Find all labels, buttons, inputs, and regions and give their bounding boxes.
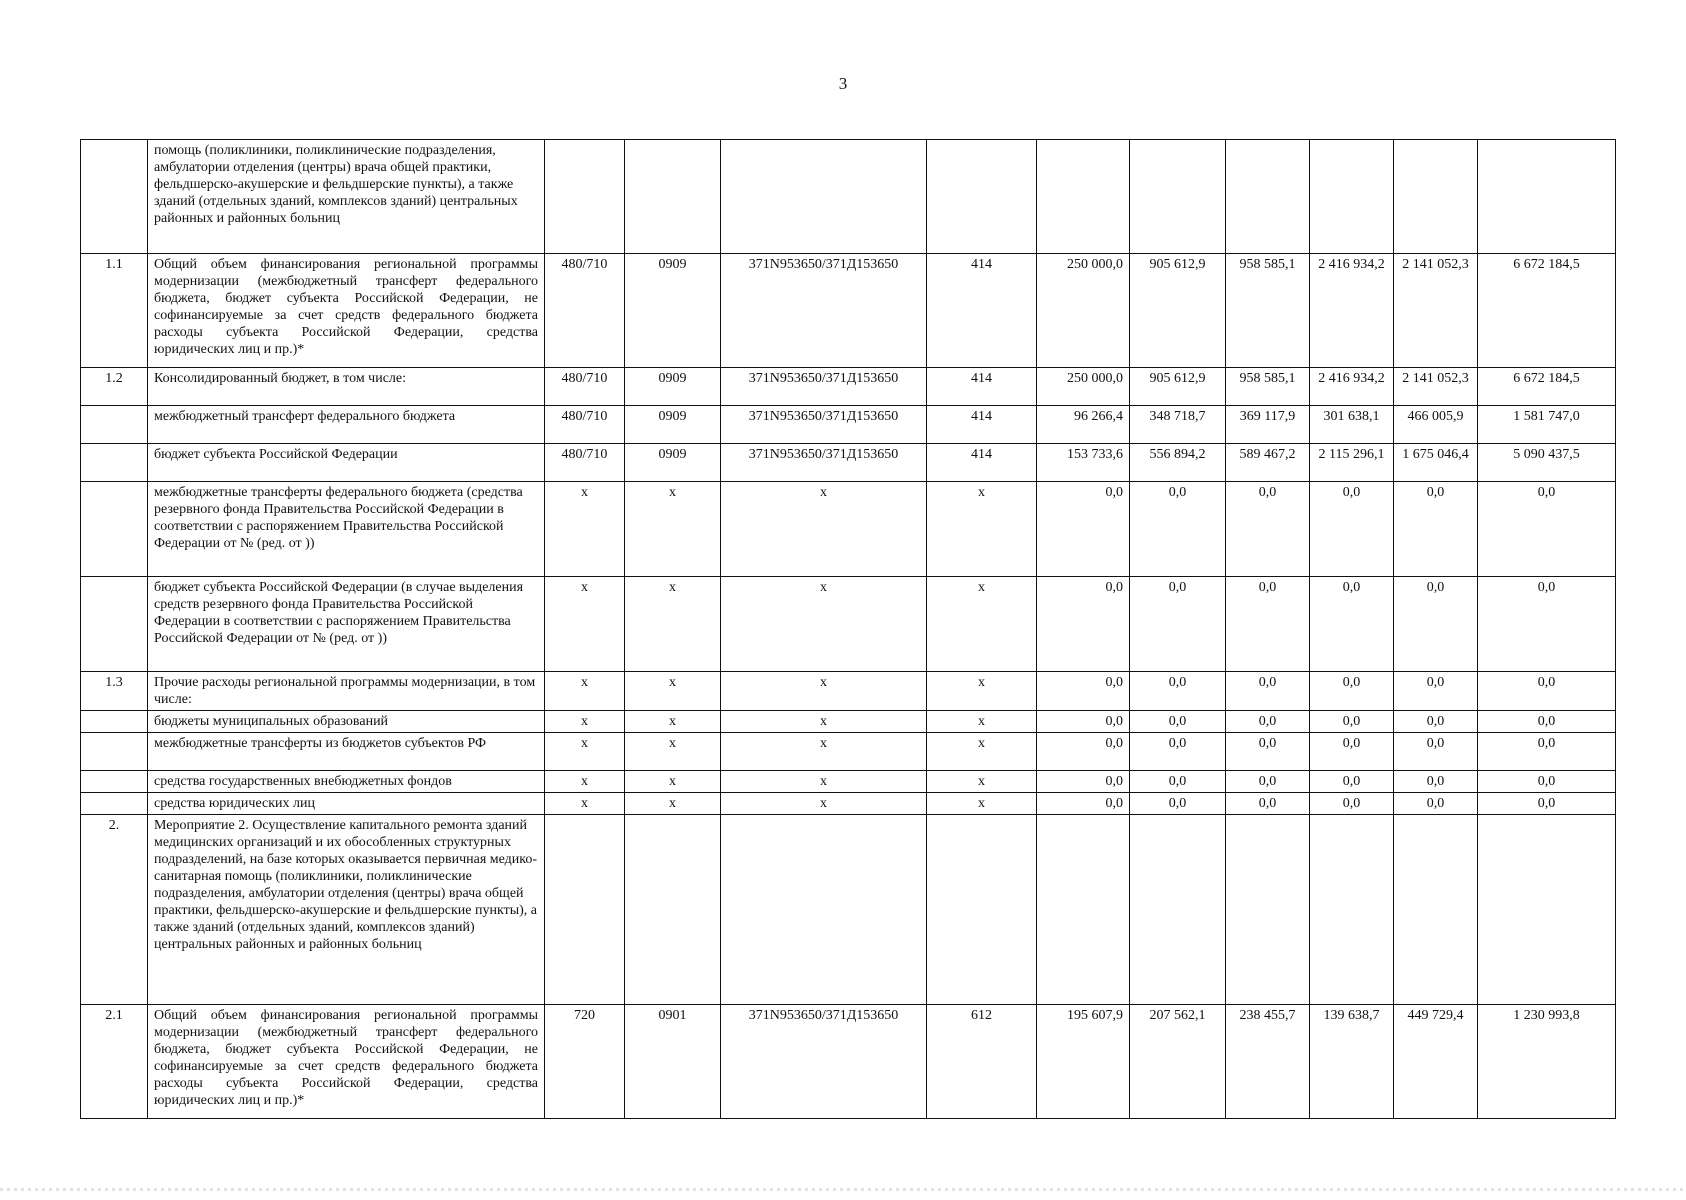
row-description: средства юридических лиц	[148, 793, 545, 815]
cell-year-1: 0,0	[1037, 577, 1130, 672]
row-description: помощь (поликлиники, поликлинические подразделения, амбулатории отделения (центры) врача общей практики, фельдшерско-акушерские и фельдшерские пункты), а также зданий (отдельных зданий, комплексов зданий) центральных районных и районных больниц	[148, 140, 545, 254]
cell-year-5: 0,0	[1394, 482, 1478, 577]
cell-year-4: 2 416 934,2	[1310, 254, 1394, 368]
cell-year-4: 0,0	[1310, 482, 1394, 577]
cell-year-2	[1130, 815, 1226, 1005]
cell-year-5: 2 141 052,3	[1394, 368, 1478, 406]
cell-year-4: 0,0	[1310, 711, 1394, 733]
cell-year-4: 2 115 296,1	[1310, 444, 1394, 482]
cell-section-code: 0909	[625, 444, 721, 482]
cell-year-5: 1 675 046,4	[1394, 444, 1478, 482]
cell-section-code: x	[625, 711, 721, 733]
cell-year-2: 0,0	[1130, 711, 1226, 733]
row-description: Прочие расходы региональной программы модернизации, в том числе:	[148, 672, 545, 711]
cell-target-code: x	[721, 793, 927, 815]
cell-expense-type: x	[927, 733, 1037, 771]
cell-target-code	[721, 140, 927, 254]
cell-year-1: 0,0	[1037, 711, 1130, 733]
cell-target-code: x	[721, 711, 927, 733]
cell-year-5: 2 141 052,3	[1394, 254, 1478, 368]
cell-year-5: 0,0	[1394, 733, 1478, 771]
row-number: 1.3	[81, 672, 148, 711]
row-number	[81, 444, 148, 482]
cell-total: 0,0	[1478, 771, 1616, 793]
cell-section-code	[625, 815, 721, 1005]
cell-target-code	[721, 815, 927, 1005]
cell-expense-type: x	[927, 672, 1037, 711]
cell-year-2: 905 612,9	[1130, 254, 1226, 368]
cell-year-3: 958 585,1	[1226, 254, 1310, 368]
cell-target-code: x	[721, 672, 927, 711]
row-number: 2.	[81, 815, 148, 1005]
row-description: межбюджетные трансферты из бюджетов субъектов РФ	[148, 733, 545, 771]
cell-kvr-code: 480/710	[545, 368, 625, 406]
cell-year-4: 0,0	[1310, 672, 1394, 711]
table-row	[81, 711, 1616, 733]
row-description: Общий объем финансирования региональной программы модернизации (межбюджетный трансферт федерального бюджета, бюджет субъекта Российской Федерации, не софинансируемые за счет средств федерального бюджета расходы субъекта Российской Федерации, средства юридических лиц и пр.)*	[148, 1005, 545, 1119]
cell-year-1: 0,0	[1037, 733, 1130, 771]
cell-year-3: 0,0	[1226, 672, 1310, 711]
cell-total	[1478, 815, 1616, 1005]
table-row	[81, 771, 1616, 793]
cell-year-1: 250 000,0	[1037, 368, 1130, 406]
row-description: межбюджетный трансферт федерального бюджета	[148, 406, 545, 444]
cell-kvr-code: x	[545, 577, 625, 672]
table-row	[81, 444, 1616, 482]
cell-year-4: 0,0	[1310, 793, 1394, 815]
cell-year-4: 139 638,7	[1310, 1005, 1394, 1119]
cell-section-code: 0909	[625, 254, 721, 368]
cell-year-3: 958 585,1	[1226, 368, 1310, 406]
cell-target-code: 371N953650/371Д153650	[721, 406, 927, 444]
cell-target-code: x	[721, 482, 927, 577]
cell-year-4	[1310, 140, 1394, 254]
table-row	[81, 733, 1616, 771]
cell-total: 6 672 184,5	[1478, 368, 1616, 406]
table-row	[81, 140, 1616, 254]
cell-year-4: 0,0	[1310, 771, 1394, 793]
cell-year-1: 0,0	[1037, 793, 1130, 815]
cell-year-4: 0,0	[1310, 577, 1394, 672]
cell-year-1	[1037, 140, 1130, 254]
cell-target-code: x	[721, 771, 927, 793]
cell-kvr-code	[545, 140, 625, 254]
table-body	[81, 140, 1616, 1119]
cell-year-1: 96 266,4	[1037, 406, 1130, 444]
cell-year-5	[1394, 815, 1478, 1005]
table-row	[81, 254, 1616, 368]
cell-year-2: 0,0	[1130, 793, 1226, 815]
row-number: 1.1	[81, 254, 148, 368]
cell-year-2: 0,0	[1130, 577, 1226, 672]
row-number	[81, 406, 148, 444]
cell-section-code: x	[625, 577, 721, 672]
cell-expense-type: 414	[927, 444, 1037, 482]
cell-section-code	[625, 140, 721, 254]
cell-year-2: 0,0	[1130, 733, 1226, 771]
row-number	[81, 577, 148, 672]
cell-year-5: 0,0	[1394, 577, 1478, 672]
cell-total: 0,0	[1478, 577, 1616, 672]
cell-year-5: 449 729,4	[1394, 1005, 1478, 1119]
scan-noise-strip	[0, 1188, 1686, 1191]
table-row	[81, 368, 1616, 406]
cell-year-3: 0,0	[1226, 793, 1310, 815]
cell-kvr-code: x	[545, 482, 625, 577]
cell-target-code: x	[721, 577, 927, 672]
cell-total: 0,0	[1478, 672, 1616, 711]
cell-year-2	[1130, 140, 1226, 254]
cell-year-5: 0,0	[1394, 771, 1478, 793]
cell-year-4: 301 638,1	[1310, 406, 1394, 444]
cell-expense-type: 414	[927, 254, 1037, 368]
row-description: бюджет субъекта Российской Федерации (в случае выделения средств резервного фонда Правительства Российской Федерации в соответствии с распоряжением Правительства Российской Федерации от № (ред. от ))	[148, 577, 545, 672]
cell-year-1: 0,0	[1037, 482, 1130, 577]
cell-section-code: x	[625, 793, 721, 815]
cell-expense-type: 414	[927, 406, 1037, 444]
cell-year-4: 2 416 934,2	[1310, 368, 1394, 406]
cell-year-3: 0,0	[1226, 482, 1310, 577]
row-number	[81, 482, 148, 577]
table-row	[81, 577, 1616, 672]
cell-kvr-code: 720	[545, 1005, 625, 1119]
cell-expense-type	[927, 815, 1037, 1005]
cell-year-2: 905 612,9	[1130, 368, 1226, 406]
cell-total: 0,0	[1478, 482, 1616, 577]
cell-target-code: x	[721, 733, 927, 771]
table-row	[81, 482, 1616, 577]
row-number	[81, 140, 148, 254]
cell-total	[1478, 140, 1616, 254]
cell-year-5: 466 005,9	[1394, 406, 1478, 444]
cell-expense-type: x	[927, 577, 1037, 672]
cell-section-code: 0901	[625, 1005, 721, 1119]
cell-year-3: 0,0	[1226, 771, 1310, 793]
cell-year-3: 369 117,9	[1226, 406, 1310, 444]
cell-expense-type: x	[927, 771, 1037, 793]
row-description: бюджеты муниципальных образований	[148, 711, 545, 733]
cell-year-5: 0,0	[1394, 793, 1478, 815]
cell-year-3: 0,0	[1226, 577, 1310, 672]
cell-year-2: 0,0	[1130, 482, 1226, 577]
row-description: бюджет субъекта Российской Федерации	[148, 444, 545, 482]
row-number: 2.1	[81, 1005, 148, 1119]
cell-year-1: 153 733,6	[1037, 444, 1130, 482]
cell-kvr-code	[545, 815, 625, 1005]
cell-year-1: 250 000,0	[1037, 254, 1130, 368]
cell-target-code: 371N953650/371Д153650	[721, 1005, 927, 1119]
cell-year-2: 348 718,7	[1130, 406, 1226, 444]
row-description: Общий объем финансирования региональной программы модернизации (межбюджетный трансферт федерального бюджета, бюджет субъекта Российской Федерации, не софинансируемые за счет средств федерального бюджета расходы субъекта Российской Федерации, средства юридических лиц и пр.)*	[148, 254, 545, 368]
cell-total: 5 090 437,5	[1478, 444, 1616, 482]
cell-year-3	[1226, 140, 1310, 254]
cell-expense-type: x	[927, 793, 1037, 815]
cell-year-5: 0,0	[1394, 711, 1478, 733]
cell-kvr-code: x	[545, 711, 625, 733]
cell-total: 1 230 993,8	[1478, 1005, 1616, 1119]
cell-year-2: 207 562,1	[1130, 1005, 1226, 1119]
cell-expense-type	[927, 140, 1037, 254]
cell-kvr-code: 480/710	[545, 444, 625, 482]
cell-kvr-code: x	[545, 771, 625, 793]
cell-year-1	[1037, 815, 1130, 1005]
cell-total: 6 672 184,5	[1478, 254, 1616, 368]
cell-year-3: 0,0	[1226, 733, 1310, 771]
cell-year-2: 0,0	[1130, 771, 1226, 793]
cell-section-code: x	[625, 672, 721, 711]
table-row	[81, 672, 1616, 711]
cell-total: 0,0	[1478, 793, 1616, 815]
cell-year-5	[1394, 140, 1478, 254]
cell-year-3	[1226, 815, 1310, 1005]
cell-year-5: 0,0	[1394, 672, 1478, 711]
cell-target-code: 371N953650/371Д153650	[721, 368, 927, 406]
cell-section-code: 0909	[625, 368, 721, 406]
cell-year-1: 0,0	[1037, 771, 1130, 793]
cell-total: 0,0	[1478, 733, 1616, 771]
row-number	[81, 711, 148, 733]
cell-expense-type: 414	[927, 368, 1037, 406]
cell-expense-type: x	[927, 711, 1037, 733]
cell-section-code: x	[625, 771, 721, 793]
cell-year-3: 0,0	[1226, 711, 1310, 733]
cell-section-code: 0909	[625, 406, 721, 444]
table-row	[81, 406, 1616, 444]
cell-year-4: 0,0	[1310, 733, 1394, 771]
cell-section-code: x	[625, 733, 721, 771]
cell-kvr-code: x	[545, 672, 625, 711]
cell-year-3: 238 455,7	[1226, 1005, 1310, 1119]
row-number: 1.2	[81, 368, 148, 406]
row-description: средства государственных внебюджетных фондов	[148, 771, 545, 793]
cell-year-3: 589 467,2	[1226, 444, 1310, 482]
cell-total: 1 581 747,0	[1478, 406, 1616, 444]
cell-expense-type: x	[927, 482, 1037, 577]
row-description: Мероприятие 2. Осуществление капитального ремонта зданий медицинских организаций и их обособленных структурных подразделений, на базе которых оказывается первичная медико-санитарная помощь (поликлиники, поликлинические подразделения, амбулатории отделения (центры) врача общей практики, фельдшерско-акушерские и фельдшерские пункты), а также зданий (отдельных зданий, комплексов зданий) центральных районных и районных больниц	[148, 815, 545, 1005]
cell-section-code: x	[625, 482, 721, 577]
cell-kvr-code: x	[545, 793, 625, 815]
row-number	[81, 733, 148, 771]
cell-kvr-code: 480/710	[545, 406, 625, 444]
cell-year-4	[1310, 815, 1394, 1005]
table-row	[81, 793, 1616, 815]
row-description: межбюджетные трансферты федерального бюджета (средства резервного фонда Правительства Российской Федерации в соответствии с распоряжением Правительства Российской Федерации от № (ред. от ))	[148, 482, 545, 577]
row-number	[81, 793, 148, 815]
cell-year-2: 556 894,2	[1130, 444, 1226, 482]
cell-year-1: 0,0	[1037, 672, 1130, 711]
row-number	[81, 771, 148, 793]
table-row	[81, 815, 1616, 1005]
cell-year-1: 195 607,9	[1037, 1005, 1130, 1119]
cell-year-2: 0,0	[1130, 672, 1226, 711]
cell-target-code: 371N953650/371Д153650	[721, 444, 927, 482]
cell-expense-type: 612	[927, 1005, 1037, 1119]
financing-table	[80, 139, 1616, 1119]
cell-total: 0,0	[1478, 711, 1616, 733]
row-description: Консолидированный бюджет, в том числе:	[148, 368, 545, 406]
cell-kvr-code: 480/710	[545, 254, 625, 368]
page-number: 3	[838, 74, 848, 93]
cell-kvr-code: x	[545, 733, 625, 771]
cell-target-code: 371N953650/371Д153650	[721, 254, 927, 368]
table-row	[81, 1005, 1616, 1119]
